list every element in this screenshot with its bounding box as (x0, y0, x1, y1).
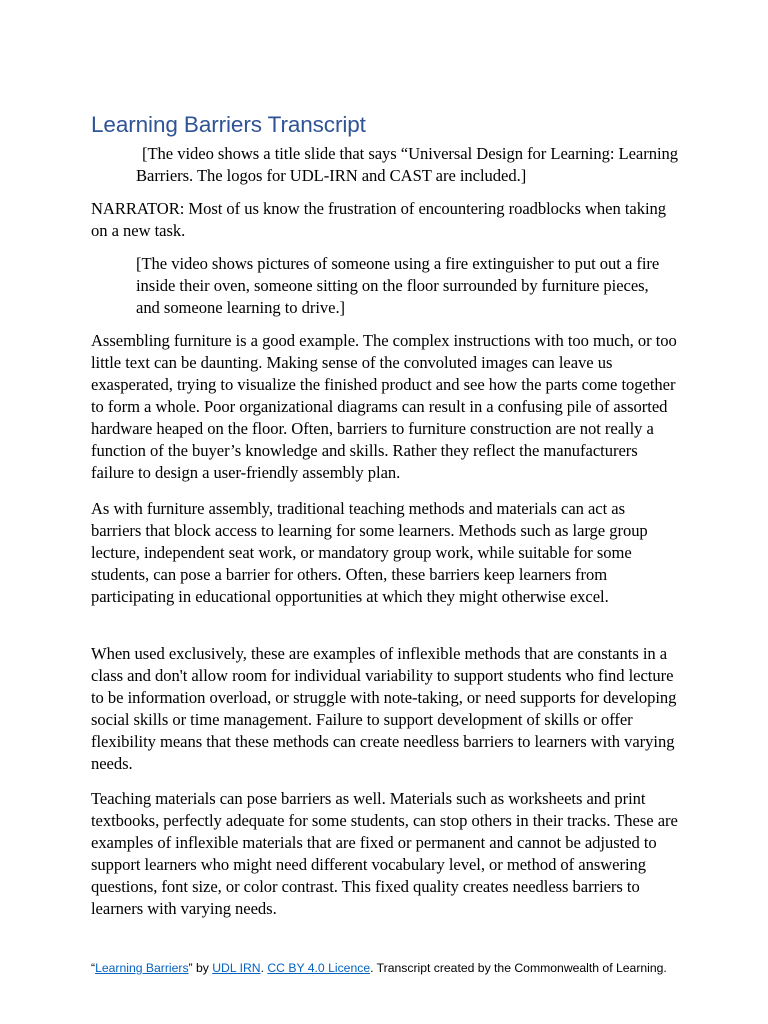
credit-text: . Transcript created by the Commonwealth of Learning. (370, 961, 667, 975)
by-text: ” by (188, 961, 213, 975)
separator-text: . (260, 961, 268, 975)
assembly-paragraph: As with furniture assembly, traditional teaching methods and materials can act as barriers that block access to learning for some learners. Methods such as large group lecture, independent seat work, or mandatory group work, while suitable for some students, can pose a barrier for others. Often, these barriers keep learners from participating in educational opportunities at which they might otherwise excel. (91, 499, 648, 606)
attribution-footer (91, 958, 711, 978)
work-title-link[interactable]: Learning Barriers (95, 961, 189, 975)
open-quote: “ (91, 961, 96, 975)
teaching-materials-paragraph: Teaching materials can pose barriers as well. Materials such as worksheets and print textbooks, perfectly adequate for some students, can stop others in their tracks. These are examples of inflexible materials that are fixed or permanent and cannot be adjusted to support learners who might need different vocabulary level, or method of answering questions, font size, or color contrast. This fixed quality creates needless barriers to learners with varying needs. (91, 789, 678, 918)
furniture-paragraph: Assembling furniture is a good example. The complex instructions with too much, or too little text can be daunting. Making sense of the convoluted images can leave us exasperated, trying to visualize the finished product and see how the parts come together to form a whole. Poor organizational diagrams can result in a confusing pile of assorted hardware heaped on the floor. Often, barriers to furniture construction are not really a function of the buyer’s knowledge and skills. Rather they reflect the manufacturers failure to design a user-friendly assembly plan. (91, 331, 677, 482)
narrator-paragraph: NARRATOR: Most of us know the frustration of encountering roadblocks when taking on a new task. (91, 199, 667, 240)
video-description-paragraph: [The video shows pictures of someone using a fire extinguisher to put out a fire inside their oven, someone sitting on the floor surrounded by furniture pieces, and someone learning to drive.] (136, 254, 660, 317)
document-title: Learning Barriers Transcript (91, 112, 366, 137)
intro-video-description: [The video shows a title slide that says “Universal Design for Learning: Learning Barriers. The logos for UDL-IRN and CAST are included.] (136, 144, 679, 185)
author-link[interactable]: UDL IRN (212, 961, 261, 975)
inflexible-methods-paragraph: When used exclusively, these are examples of inflexible methods that are constants in a class and don't allow room for individual variability to support students who find lecture to be information overload, or struggle with note-taking, or need supports for developing social skills or time management. Failure to support development of skills or offer flexibility means that these methods can create needless barriers to learners with varying needs. (91, 644, 677, 773)
license-link[interactable]: CC BY 4.0 Licence (267, 961, 371, 975)
